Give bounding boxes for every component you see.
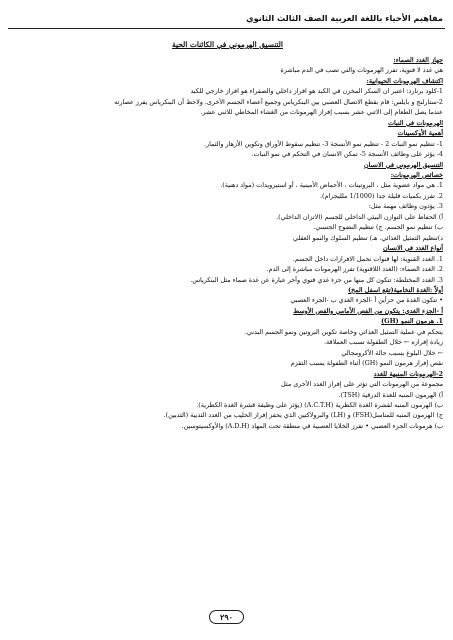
text-line: د)تنظيم التمثيل الغذائي. هـ) تنظيم السلوك والنمو العقلي (293, 233, 443, 242)
text-line: أ -الجزء الغدي: يتكون من الفص الأمامي والفص الأوسط (293, 306, 443, 315)
text-line: مجموعة من الهرمونات التي تؤثر على إفراز الغدد الأخرى مثل (281, 380, 443, 389)
text-line: 2. تفرز بكميات قليلة جدا (1/1000 ملليجرام). (319, 191, 443, 200)
page-number-label: ٢٩٠ (209, 610, 244, 624)
text-line: خصائص الهرمونات: (390, 170, 443, 179)
page-number (0, 612, 453, 622)
text-line: 1. الغدد القنوية: لها قنوات تحمل الافرازات داخل الجسم. (292, 254, 443, 263)
text-line: أهمية الأوكسينات (397, 129, 443, 138)
text-line: 3. يؤدون وظائف مهمة مثل: (368, 202, 443, 211)
text-line: 1-كلود برنارد: اعتبر ان السكر المخزن في الكبد هو افراز داخلي والصفراء هو افراز خارجي للكبد (190, 87, 443, 96)
text-line: 3. الغدد المختلطة: تتكون كل منها من جزء غدي قنوي وآخر عبارة عن غدة صماء مثل البنكرياس. (190, 275, 443, 284)
text-line: يتحكم في عملية التمثيل الغذائي وخاصة تكوين البروتين ونمو الجسم البدني. (244, 327, 443, 336)
text-line: أ) الحفاظ على التوازن البيئي الداخلي للجسم (الاتزان الداخلي). (276, 212, 443, 221)
header-title: مفاهيم الأحياء باللغة العربية الصف الثالث الثانوي (246, 13, 443, 23)
text-line: أنواع الغدد في الانسان (382, 244, 443, 253)
text-line: 2. الغدد الصماء: (الغدد اللاقنوية) تفرز الهرمونات مباشرة إلى الدم. (266, 265, 443, 274)
text-line: ب) الهرمون المنبه لقشرة الغدة الكظرية (A.C.T.H) (يؤثر على وظيفة قشرة الغدة الكظرية). (196, 400, 443, 409)
text-line: 2-الهرمونات المنبهة للغدد (373, 369, 443, 378)
text-line: ج) الهرمون المنبه للمناسل(FSH) و (LH) والبرولاكتين الذي يحفز إفراز الحليب من الغدد الثديية (الثديين). (163, 411, 443, 420)
page-content (12, 40, 443, 431)
page-header (8, 8, 445, 29)
text-lines (12, 55, 443, 431)
text-line: ب) هرمونات الجزء العصبي • تفرز الخلايا العصبية في منطقة تحت المهاد (A.D.H) والأوكسيتوسين. (181, 421, 443, 430)
page-title: التنسيق الهرموني في الكائنات الحية (172, 40, 283, 49)
text-line: نقص إفراز هرمون النمو (GH) أثناء الطفولة يسبب التقزم (290, 359, 443, 368)
text-line: • تتكون الغدة من جزأين أ -الجزء الغدي ب -الجزء العصبي (290, 296, 443, 305)
text-line: 1. هرمون النمو (GH) (381, 317, 443, 326)
text-line: أولاً :الغدة النخامية(تقع اسفل المخ) (348, 285, 443, 294)
text-line: زيادة إفرازه ← خلال الطفولة تسبب العملاقة. (324, 338, 443, 347)
text-line: ← خلال البلوغ يسبب حالة الأكرومجالي (341, 348, 443, 357)
text-line: 1- تنظيم نمو النبات 2 - تنظيم نمو الأنسجة 3- تنظيم سقوط الأوراق وتكوين الأزهار والثمار. (203, 139, 443, 148)
text-line: 2-ستارلنج و بايلس: قام بقطع الاتصال العصبي بين البنكرياس وجميع أعضاء الجسم الأخرى. ولاحظ أن البنكرياس يفرز عصارته (114, 97, 443, 106)
text-line: هي غدد لا قنوية، تفرز الهرمونات والتي تصب في الدم مباشرة (280, 66, 443, 75)
text-line: أ) الهرمون المنبه للغدة الدرقية (TSH). (338, 390, 443, 399)
text-line: 1. هي مواد عضوية مثل ، البروتينات ، الأحماض الأمينية ، أو استيرويدات (مواد دهنية). (220, 181, 443, 190)
text-line: الهرمونات في النبات (387, 118, 443, 127)
text-line: 4- يؤثر على وظائف الأنسجة 5- تمكن الانسان في التحكم في نمو النبات. (251, 150, 443, 159)
text-line: اكتشاف الهرمونات الحيوانية: (366, 76, 443, 85)
text-line: جهاز الغدد الصماء: (393, 56, 443, 64)
text-line: عندما يصل الطعام إلى الاثني عشر بسبب إفراز الهرمونات من الغشاء المخاطي للاثني عشر. (200, 108, 443, 117)
text-line: ب) تنظيم نمو الجسم. ج) تنظيم النضوج الجنسي. (313, 223, 443, 232)
text-line: التنسيق الهرموني في الانسان (363, 160, 443, 169)
